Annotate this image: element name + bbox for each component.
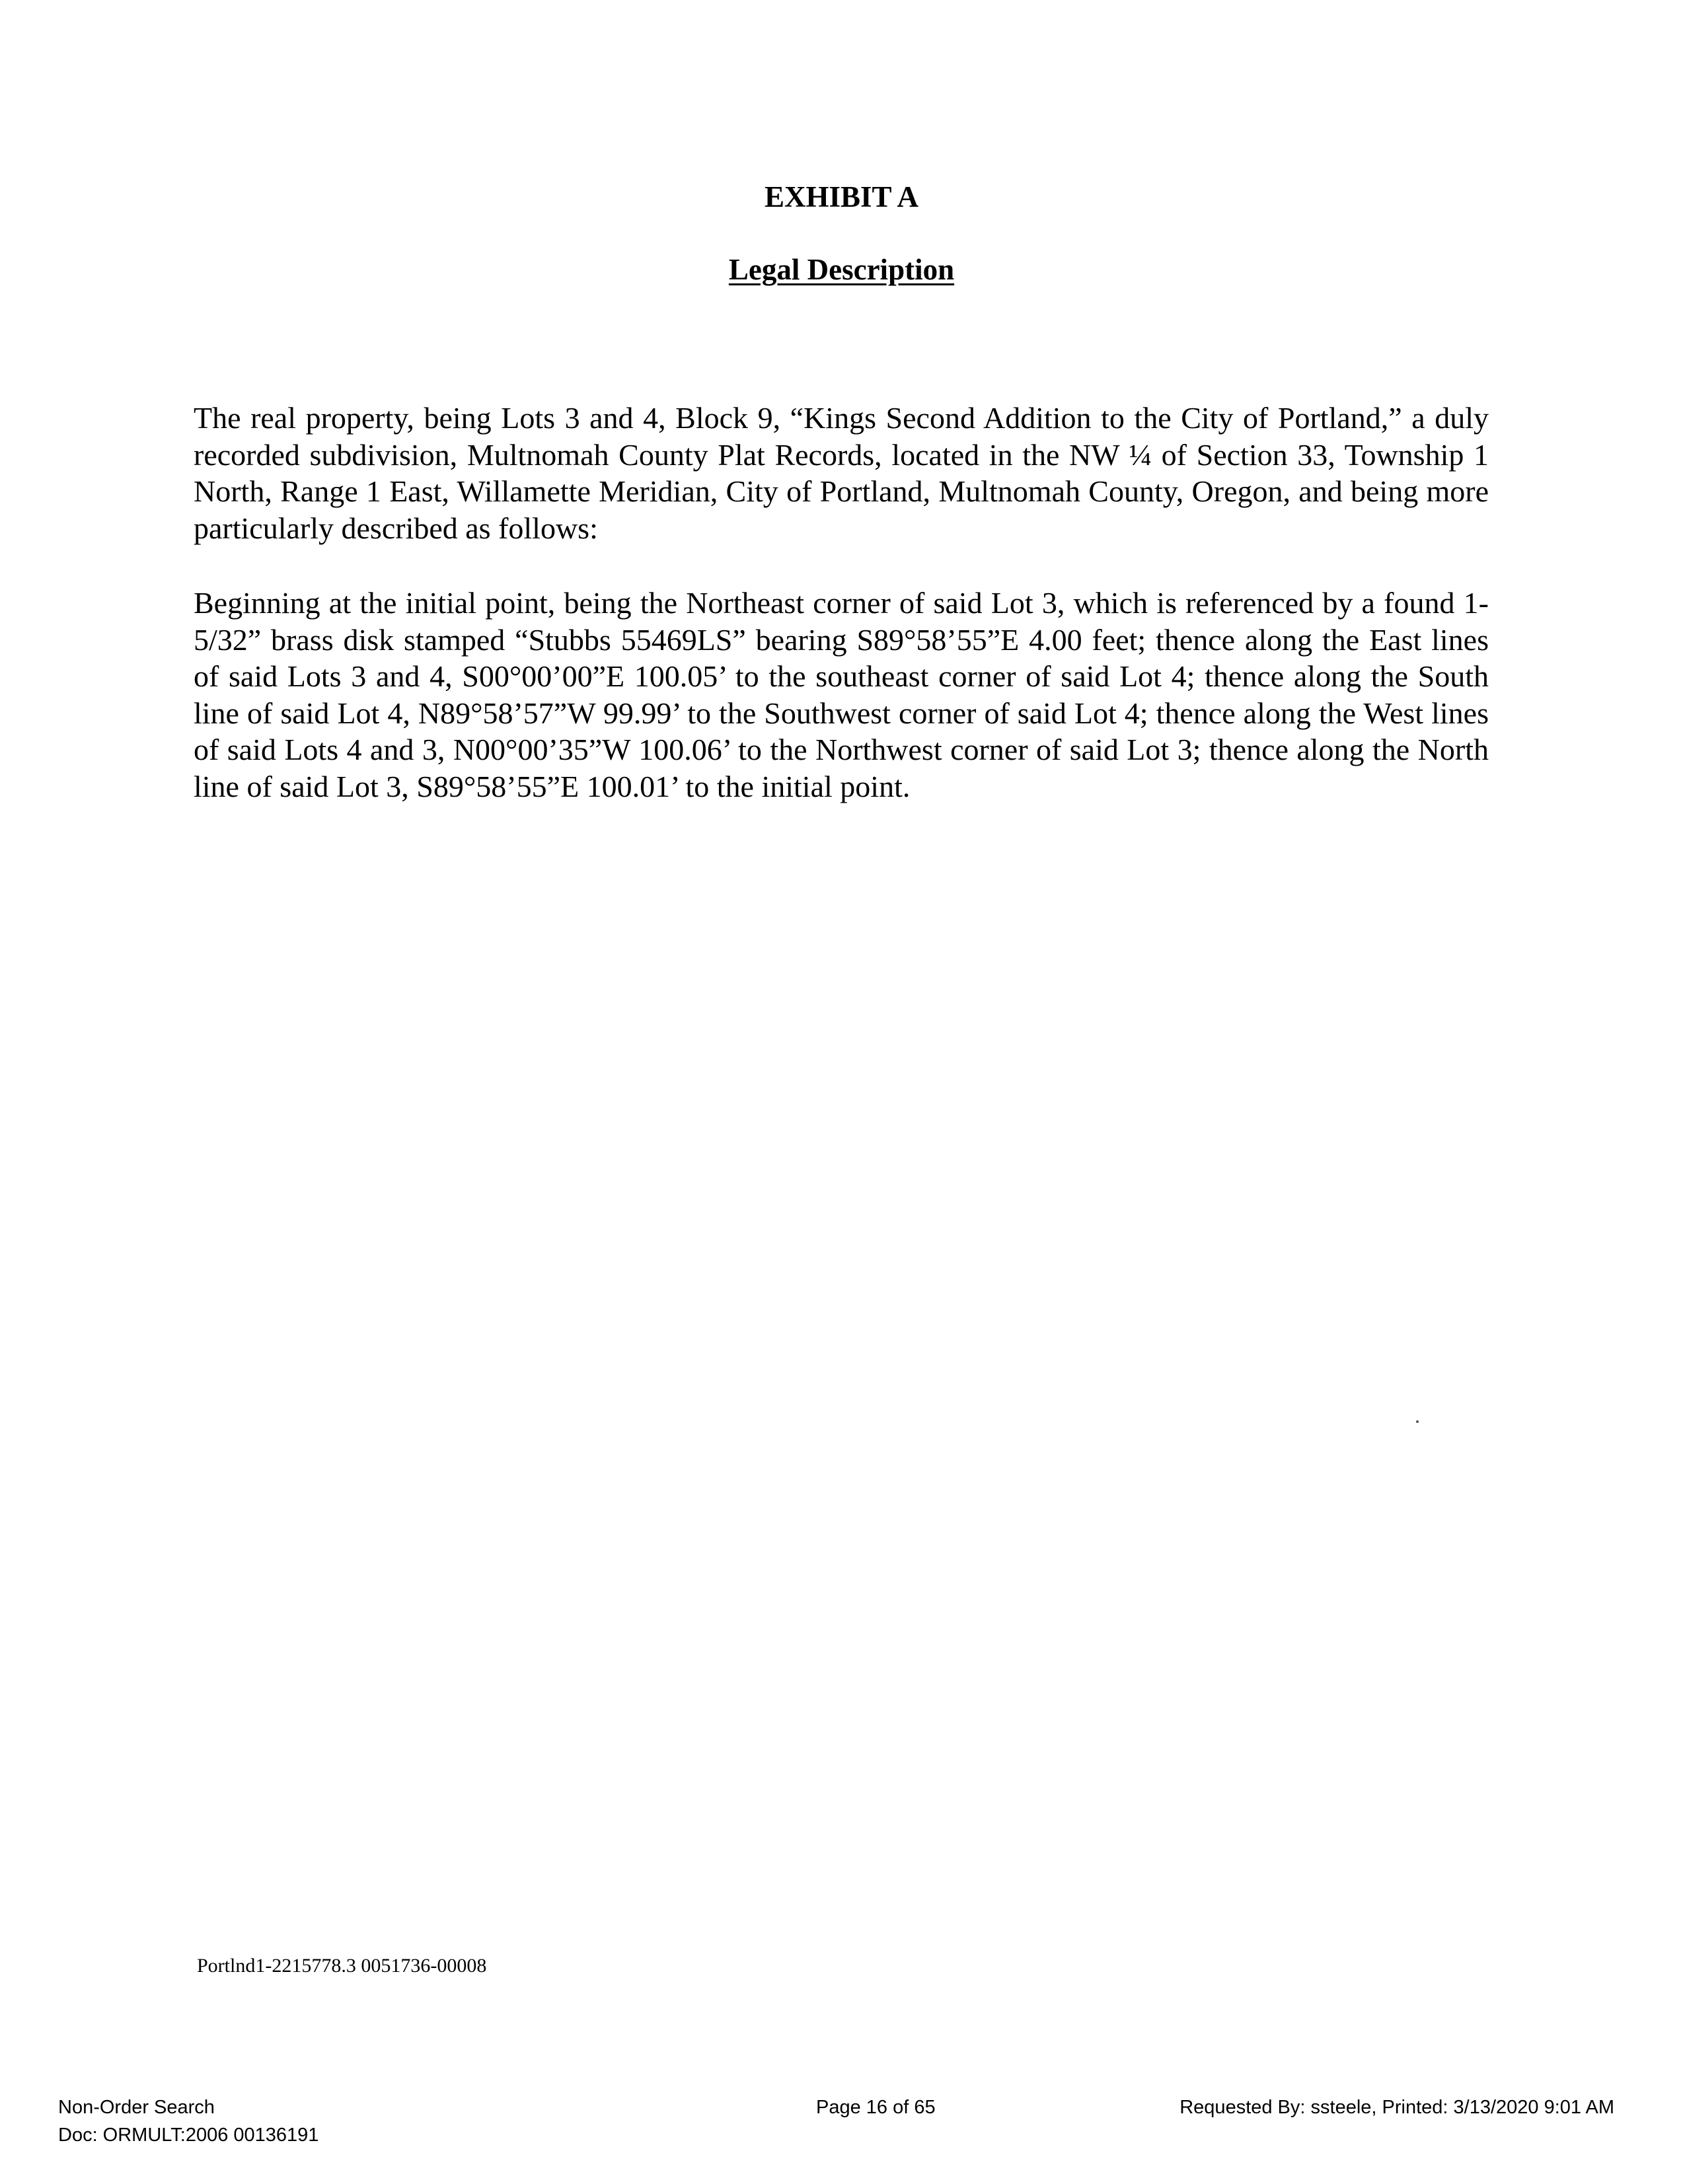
footer-requested-by: Requested By: ssteele, Printed: 3/13/2020 9:01 AM xyxy=(1179,2097,1614,2118)
footer-doc-id: Doc: ORMULT:2006 00136191 xyxy=(58,2125,319,2146)
scan-speck xyxy=(1416,1420,1419,1423)
document-reference: Portlnd1-2215778.3 0051736-00008 xyxy=(197,1955,487,1977)
exhibit-title: EXHIBIT A xyxy=(764,180,919,213)
footer-page-number: Page 16 of 65 xyxy=(816,2097,936,2118)
legal-description-heading: Legal Description xyxy=(728,253,955,286)
property-description-paragraph: The real property, being Lots 3 and 4, Block 9, “Kings Second Addition to the City of Portland,” a duly recorded subdivision, Multnomah County Plat Records, located in the NW ¼ of Section 33, Township 1 North, Range 1 East, Willamette Meridian, City of Portland, Multnomah County, Oregon, and being more particularly described as follows: xyxy=(194,401,1489,545)
footer-search-type: Non-Order Search xyxy=(58,2097,215,2118)
boundary-description-paragraph: Beginning at the initial point, being the Northeast corner of said Lot 3, which is referenced by a found 1-5/32” brass disk stamped “Stubbs 55469LS” bearing S89°58’55”E 4.00 feet; thence along the East lines of said Lots 3 and 4, S00°00’00”E 100.05’ to the southeast corner of said Lot 4; thence along the South line of said Lot 4, N89°58’57”W 99.99’ to the Southwest corner of said Lot 4; thence along the West lines of said Lots 4 and 3, N00°00’35”W 100.06’ to the Northwest corner of said Lot 3; thence along the North line of said Lot 3, S89°58’55”E 100.01’ to the initial point. xyxy=(194,586,1489,803)
